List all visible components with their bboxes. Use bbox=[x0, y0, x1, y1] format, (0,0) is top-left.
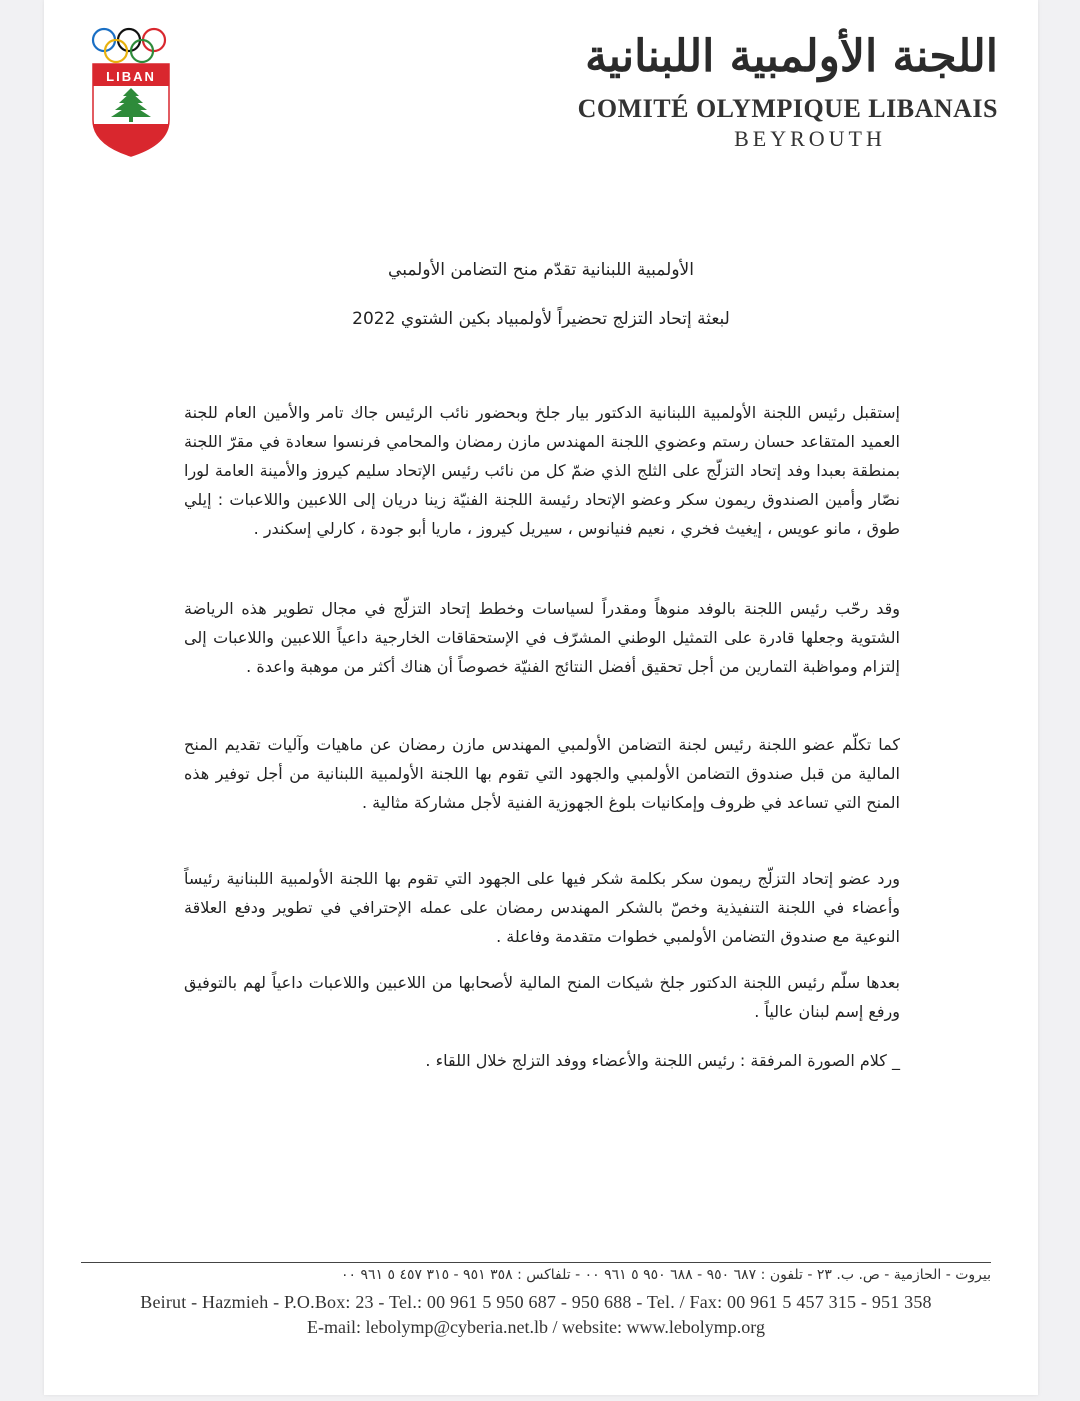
paragraph-3: كما تكلّم عضو اللجنة رئيس لجنة التضامن الأولمبي المهندس مازن رمضان عن ماهيات وآليات تقديم المنح المالية من قبل صندوق التضامن الأولمبي والجهود التي تقوم بها اللجنة الأولمبية اللبنانية من أجل توفير هذه المنح التي تساعد في ظروف وإمكانيات بلوغ الجهوزية الفنية لأجل مشاركة مثالية . bbox=[184, 735, 900, 812]
header-french-name: COMITÉ OLYMPIQUE LIBANAIS bbox=[577, 94, 998, 123]
letter-page bbox=[44, 0, 1038, 1395]
footer-contact: E-mail: lebolymp@cyberia.net.lb / website: www.lebolymp.org bbox=[307, 1317, 765, 1337]
paragraph-4: ورد عضو إتحاد التزلّج ريمون سكر بكلمة شكر فيها على الجهود التي تقوم بها اللجنة الأولمبية اللبنانية رئيساً وأعضاء في اللجنة التنفيذية وخصّ بالشكر المهندس رمضان على عمله الإحترافي في تطوير ودفع العلاقة النوعية مع صندوق التضامن الأولمبي خطوات متقدمة وفاعلة . bbox=[184, 869, 900, 946]
photo-caption: _ كلام الصورة المرفقة : رئيس اللجنة والأعضاء ووفد التزلج خلال اللقاء . bbox=[425, 1051, 900, 1070]
paragraph-1: إستقبل رئيس اللجنة الأولمبية اللبنانية الدكتور بيار جلخ وبحضور نائب الرئيس جاك تامر والأمين العام للجنة العميد المتقاعد حسان رستم وعضوي اللجنة المهندس مازن رمضان والمحامي فرنسوا سعادة في مقرّ اللجنة بمنطقة بعبدا وفد إتحاد التزلّج على الثلج الذي ضمّ كل من نائب رئيس الإتحاد سليم كيروز والأمينة العامة لورا نصّار وأمين الصندوق ريمون سكر وعضو الإتحاد رئيسة اللجنة الفنيّة زينا دريان إلى اللاعبين واللاعبات : إيلي طوق ، مانو عويس ، إيغيث فخري ، نعيم فنيانوس ، سيريل كيروز ، ماريا أبو جودة ، كارلي إسكندر . bbox=[184, 403, 900, 538]
footer-divider bbox=[81, 1262, 991, 1263]
footer-address-arabic: بيروت - الحازمية - ص. ب. ٢٣ - تلفون : ٦٨٧ ٩٥٠ - ٦٨٨ ٩٥٠ ٥ ٩٦١ ٠٠ - تلفاكس : ٣٥٨ ٩٥١ - ٣١٥ ٤٥٧ ٥ ٩٦١ ٠٠ bbox=[341, 1267, 991, 1283]
olympic-committee-logo bbox=[89, 24, 173, 158]
ring-black bbox=[118, 29, 140, 51]
paragraph-2: وقد رحّب رئيس اللجنة بالوفد منوهاً ومقدراً لسياسات وخطط إتحاد التزلّج في مجال تطوير هذه الرياضة الشتوية وجعلها قادرة على التمثيل الوطني المشرّف في الإستحقاقات الخارجية داعياً اللاعبين واللاعبات إلى إلتزام ومواظبة التمارين من أجل تحقيق أفضل النتائج الفنيّة خصوصاً أن هناك أكثر من موهبة واعدة . bbox=[184, 599, 900, 676]
paragraph-5: بعدها سلّم رئيس اللجنة الدكتور جلخ شيكات المنح المالية لأصحابها من اللاعبين واللاعبات داعياً لهم بالتوفيق ورفع إسم لبنان عالياً . bbox=[184, 973, 900, 1021]
header-city: BEYROUTH bbox=[734, 126, 886, 151]
logo-liban-text: LIBAN bbox=[106, 69, 156, 84]
title-line-2: لبعثة إتحاد التزلج تحضيراً لأولمبياد بكين الشتوي 2022 bbox=[352, 309, 730, 329]
footer-address-english: Beirut - Hazmieh - P.O.Box: 23 - Tel.: 00 961 5 950 687 - 950 688 - Tel. / Fax: 00 961 5 457 315 - 951 358 bbox=[140, 1292, 932, 1312]
title-line-1: الأولمبية اللبنانية تقدّم منح التضامن الأولمبي bbox=[388, 260, 694, 280]
header-arabic-name: اللجنة الأولمبية اللبنانية bbox=[585, 31, 998, 82]
